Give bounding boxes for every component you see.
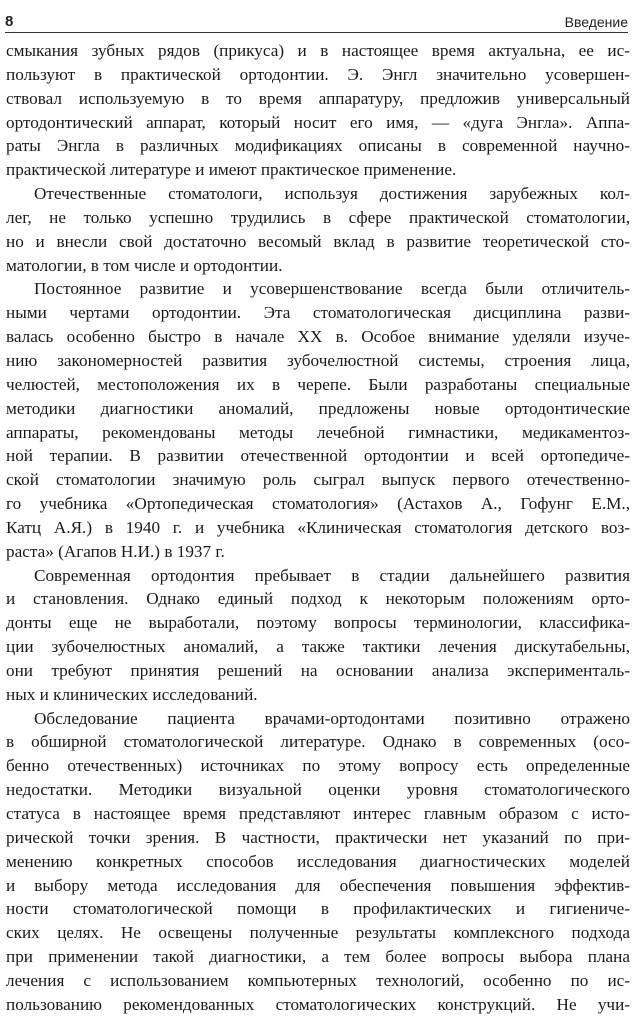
text-line: ской стоматологии значимую роль сыграл выпуск первого отечественно- xyxy=(6,470,630,490)
text-line: но и внесли свой достаточно весомый вклад в развитие теоретической сто- xyxy=(6,231,630,251)
text-line: лег, не только успешно трудились в сфере практической стоматологии, xyxy=(6,207,630,227)
text-line: ствовал используемую в то время аппаратуру, предложив универсальный xyxy=(6,88,630,108)
text-line: Обследование пациента врачами-ортодонтами позитивно отражено xyxy=(34,708,630,728)
text-line: смыкания зубных рядов (прикуса) и в настоящее время актуальна, ее ис- xyxy=(6,41,630,60)
text-line: лечения с использованием компьютерных технологий, особенно по ис- xyxy=(6,970,630,990)
text-line: методики диагностики аномалий, предложены новые ортодонтические xyxy=(6,398,630,418)
text-line: раста» (Агапов Н.И.) в 1937 г. xyxy=(6,541,225,561)
text-line: ности стоматологической помощи в профилактических и гигиениче- xyxy=(6,899,630,919)
text-line: ной терапии. В развитии отечественной ортодонтии и всей ортопедиче- xyxy=(6,446,630,466)
body-text xyxy=(6,39,630,1017)
text-line: пользуют в практической ортодонтии. Э. Энгл значительно усовершен- xyxy=(6,64,630,84)
paragraph xyxy=(6,707,630,1017)
running-header xyxy=(5,8,628,30)
paragraph xyxy=(6,182,630,277)
paragraph xyxy=(6,564,630,707)
text-line: практической литературе и имеют практическое применение. xyxy=(6,160,457,180)
text-line: Постоянное развитие и усовершенствование всегда были отличитель- xyxy=(34,279,630,299)
text-line: ских целях. Не освещены полученные результаты комплексного подхода xyxy=(6,923,630,943)
paragraph xyxy=(6,277,630,563)
paragraph xyxy=(6,39,630,182)
text-line: и становления. Однако единый подход к некоторым положениям орто- xyxy=(6,589,630,609)
text-line: пользованию рекомендованных стоматологических конструкций. Не учи- xyxy=(6,994,630,1014)
text-line: бенно отечественных) источниках по этому вопросу есть определенные xyxy=(6,756,630,776)
text-line: ными чертами ортодонтии. Эта стоматологическая дисциплина разви- xyxy=(6,303,630,323)
text-line: при применении такой диагностики, а тем более вопросы выбора плана xyxy=(6,947,630,967)
text-line: валась особенно быстро в начале XX в. Особое внимание уделяли изуче- xyxy=(6,327,630,347)
text-line: рической точки зрения. В частности, практически нет указаний по при- xyxy=(6,827,630,847)
text-line: матологии, в том числе и ортодонтии. xyxy=(6,255,283,275)
text-line: аппараты, рекомендованы методы лечебной гимнастики, медикаментоз- xyxy=(6,422,630,442)
text-line: челюстей, местоположения их в черепе. Были разработаны специальные xyxy=(6,374,630,394)
text-line: в обширной стоматологической литературе. Однако в современных (осо- xyxy=(6,732,630,752)
text-line: Катц А.Я.) в 1940 г. и учебника «Клиническая стоматология детского воз- xyxy=(6,517,630,537)
text-line: ных и клинических исследований. xyxy=(6,684,258,704)
text-line: ции зубочелюстных аномалий, а также тактики лечения дискутабельны, xyxy=(6,637,630,657)
text-line: и выбору метода исследования для обеспечения повышения эффектив- xyxy=(6,875,630,895)
text-line: менению конкретных способов исследования диагностических моделей xyxy=(6,851,630,871)
text-line: Отечественные стоматологи, используя достижения зарубежных кол- xyxy=(34,184,630,204)
text-line: статуса в настоящее время представляют интерес главным образом с исто- xyxy=(6,804,630,823)
text-line: донты еще не выработали, поэтому вопросы терминологии, классифика- xyxy=(6,613,630,633)
text-line: ортодонтический аппарат, который носит его имя, — «дуга Энгла». Аппа- xyxy=(6,112,630,132)
text-line: Современная ортодонтия пребывает в стадии дальнейшего развития xyxy=(34,565,630,585)
text-line: недостатки. Методики визуальной оценки уровня стоматологического xyxy=(6,780,630,800)
header-rule xyxy=(5,32,628,33)
text-line: го учебника «Ортопедическая стоматология» (Астахов А., Гофунг Е.М., xyxy=(6,494,630,514)
page-number: 8 xyxy=(5,13,14,30)
text-line: раты Энгла в различных модификациях описаны в современной научно- xyxy=(6,136,630,156)
text-line: нию закономерностей развития зубочелюстной системы, строения лица, xyxy=(6,350,630,370)
text-line: они требуют принятия решений на основании анализа эксперименталь- xyxy=(6,660,630,680)
section-title: Введение xyxy=(564,14,628,30)
